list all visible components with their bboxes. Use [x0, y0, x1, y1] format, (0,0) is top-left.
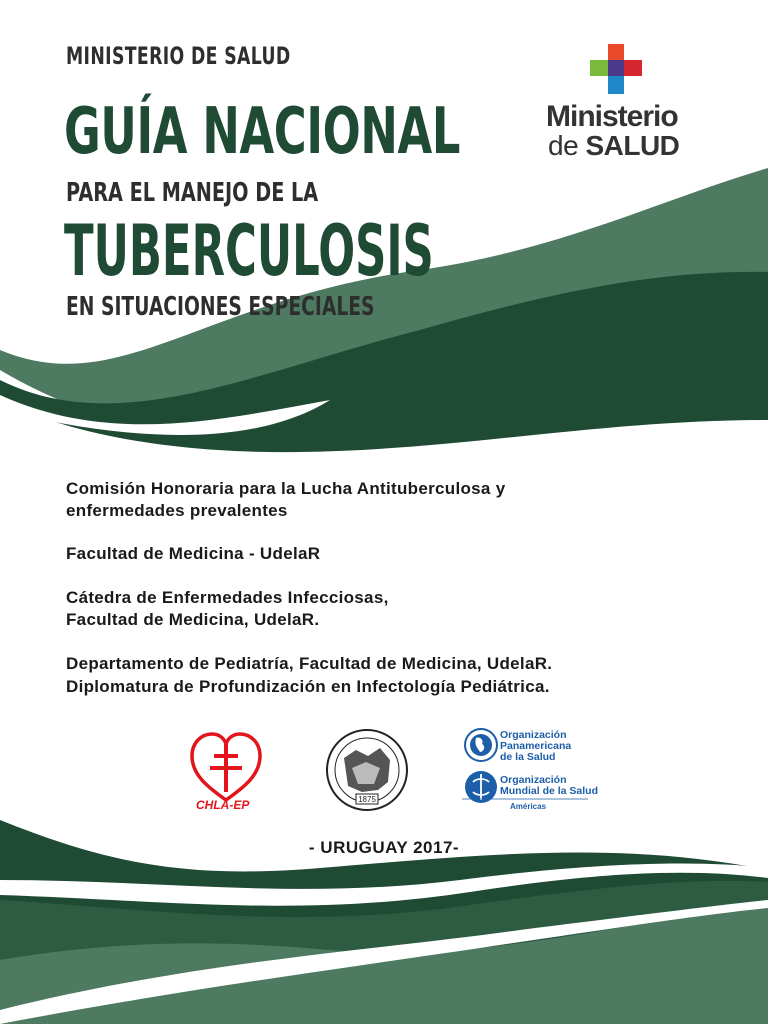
paho-text-line: de la Salud [500, 751, 556, 763]
logo-text-line2: de SALUD [548, 130, 680, 161]
paho-text-line: Organización [500, 729, 567, 741]
guide-main-title: TUBERCULOSIS [64, 210, 434, 292]
publication-country-year: - URUGUAY 2017- [308, 838, 460, 857]
institution-line: Departamento de Pediatría, Facultad de Medicina, UdelaR. [66, 654, 553, 673]
logo-text-line1: Ministerio [546, 100, 678, 133]
institution-line: Diplomatura de Profundización en Infectología Pediátrica. [66, 677, 550, 696]
chla-label: CHLA-EP [196, 798, 250, 812]
who-americas-label: Américas [510, 802, 547, 811]
who-text-line: Organización [500, 774, 567, 786]
institution-line: Facultad de Medicina, UdelaR. [66, 610, 320, 629]
institution-line: enfermedades prevalentes [66, 501, 288, 520]
paho-text-line: Panamericana [500, 740, 572, 752]
seal-year: 1875 [358, 795, 376, 804]
ministry-header: MINISTERIO DE SALUD [66, 42, 291, 70]
institution-line: Comisión Honoraria para la Lucha Antituberculosa y [66, 479, 506, 498]
ministry-logo [540, 42, 700, 162]
institution-line: Cátedra de Enfermedades Infecciosas, [66, 588, 389, 607]
guide-subtitle-2: EN SITUACIONES ESPECIALES [66, 292, 375, 322]
faculty-seal-logo [322, 728, 412, 812]
institution-line: Facultad de Medicina - UdelaR [66, 544, 321, 563]
who-text-line: Mundial de la Salud [500, 785, 599, 797]
guide-title: GUÍA NACIONAL [64, 95, 461, 169]
cross-icon [586, 42, 646, 98]
guide-subtitle: PARA EL MANEJO DE LA [66, 178, 319, 208]
